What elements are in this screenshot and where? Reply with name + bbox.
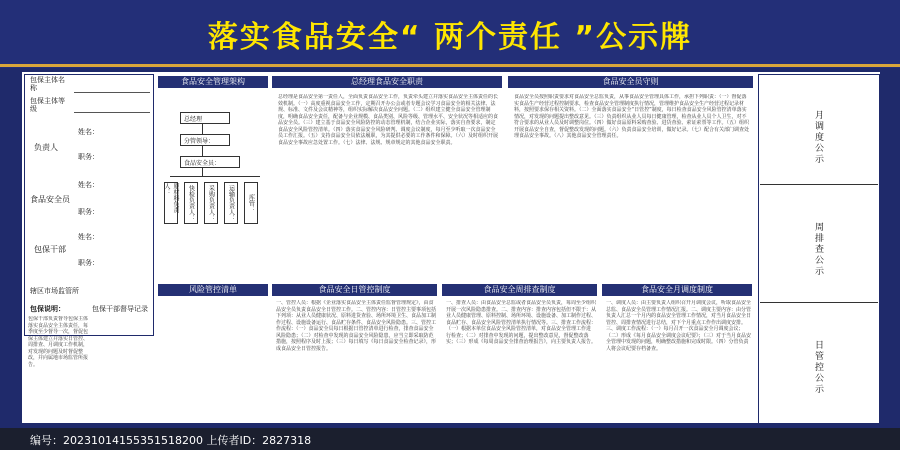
officer-duty-text: 食品安全员按照职责要求对食品安全总监负责，从事食品安全管理具体工作，承担下列职责：（一）督促落实食品生产经营过程控制要求，检查食品安全管理制度执行情况，管理维护食品安全生产经营过程记录材料，按照要求保存相关资料。（二）全面落实食品安全“日管控”制度，每日检查食品安全风险管控清单落实情况，对发现的问题提出整改意见。（三）负责组织从业人员每日健康管理，检查从业人员个人卫生，对不符合要求的从业人员及时调整岗位。（四）做好食品原料采购查验、进货查验、索证索票等工作。（五）组织开展食品安全自查，督促整改发现的问题。（六）负责食品安全培训，做好记录。（七）配合有关部门调查处理食品安全事故。（八）其他食品安全管理责任。 (514, 94, 750, 139)
section-header-risk-list: 风险管控清单 (158, 284, 268, 296)
row-label-subject-name: 包保主体名称 (30, 76, 65, 92)
record-label: 包保干部督导记录 (92, 305, 148, 313)
org-connector (170, 176, 260, 177)
org-mid: 分管领导： (180, 134, 230, 146)
section-header-weekly: 食品安全周排查制度 (442, 284, 597, 296)
name-label: 姓名： (78, 181, 99, 189)
org-leaf: 库管： (244, 182, 258, 224)
gm-duty-text: 总经理是食品安全第一责任人，全面负责食品安全工作，负责牵头建立并落实食品安全主体责任的长效机制。（一）高度重视食品安全工作，定期召开办公会或者专题会议学习食品安全的相关法律、法规、标准、文件及会议精神等，组织实际解决食品安全问题。（二）组织建立健全食品安全管理制度，明确食品安全责任，配备与企业规模、食品类别、风险等级、管理水平、安全状况等相适应的食品安全员。（三）建立基于食品安全风险防控的动态管理机制，结合企业实际，落实自查要求，制定食品安全风险管控清单。（四）落实食品安全风险研判、调度会议制度，每月至少听取一次食品安全员工作汇报。（五）支持食品安全员依法履职，为其提供必要的工作条件和保障。（六）及时组织开展食品安全事故应急处置工作。（七）法律、法规、规章规定的其他食品安全职责。 (278, 94, 498, 146)
weekly-text: 一、排查人员：由食品安全总监或者食品安全员负责，每周至少组织开展一次风险隐患排查。二、排查内容：排查内容包括但不限于：从业人员健康管理、原料控制、场所环境、设施设备、加工制作过程、食品贮存、食品安全风险管控清单执行情况等。三、排查工作流程：（一）根据本单位食品安全风险管控清单，对食品安全管理工作进行检查；（二）对排查中发现的问题，提出整改意见，督促整改落实；（三）形成《每周食品安全排查治理报告》，向主要负责人报告。 (446, 300, 596, 345)
duty-label: 职务： (78, 153, 99, 161)
name-label: 姓名： (78, 233, 99, 241)
row-label-responsible: 负责人 (34, 143, 58, 152)
input-line (74, 92, 150, 93)
org-top: 总经理 (180, 112, 230, 124)
section-header-monthly: 食品安全月调度制度 (602, 284, 752, 296)
input-line (74, 112, 150, 113)
org-connector (202, 168, 203, 176)
explain-text: 包保干部负责督导包保主体落实食品安全主体责任，每季度至少督导一次，督促包保主体建立并落实日管控、周排查、月调度工作机制，对发现的问题及时督促整改，并向属地市场监管所报告。 (28, 316, 89, 368)
section-header-daily: 食品安全日管控制度 (272, 284, 437, 296)
footer-text: 编号：20231014155351518200 上传者ID：2827318 (30, 434, 312, 447)
divider (0, 64, 900, 67)
divider (760, 184, 878, 185)
section-header-gm-duty: 总经理食品安全职责 (272, 76, 502, 88)
row-label-cadre: 包保干部 (34, 245, 66, 254)
duty-label: 职务： (78, 259, 99, 267)
weekly-notice-label: 周排查公示 (813, 222, 823, 277)
title-banner (0, 0, 900, 68)
org-leaf: 快检负责人： (184, 182, 198, 224)
org-leaf: 原材料负责人： (164, 182, 178, 224)
duty-label: 职务： (78, 208, 99, 216)
explain-label: 包保说明： (30, 305, 65, 313)
section-header-structure: 食品安全管理架构 (158, 76, 268, 88)
org-leaf: 运输负责人： (224, 182, 238, 224)
section-header-officer-duty: 食品安全员守则 (508, 76, 753, 88)
name-label: 姓名： (78, 128, 99, 136)
org-leaf: 采购负责人： (204, 182, 218, 224)
monthly-text: 一、调度人员：由主要负责人组织召开月调度会议，听取食品安全总监、食品安全员管理工作情况汇报。二、调度主要内容：由分管负责人汇总一个月内的食品安全管理工作情况，对当月食品安全日管控、周排查情况进行总结，对下个月重点工作作出调度安排。三、调度工作流程：（一）每月召开一次食品安全月调度会议；（二）形成《每月食品安全调度会议纪要》；（三）对于当月食品安全管理中发现的问题，明确整改措施和完成时限。（四）分管负责人将会议纪要存档备查。 (606, 300, 752, 352)
org-officer: 食品安全员： (180, 156, 240, 168)
row-label-safety-officer: 食品安全员 (30, 195, 70, 204)
org-connector (202, 146, 203, 156)
daily-text: 一、管控人员：根据《企业落实食品安全主体责任监督管理规定》，由食品安全员负责食品安全日管控工作。二、管控内容：日管控主要事项包括下列项：从业人员健康状况、原料进货查验、场所环境卫生、食品加工制作过程、设施设备运行、食品贮存条件、食品安全风险隐患。三、管控工作流程：（一）食品安全员每日根据日管控清单进行检查，排查食品安全风险隐患；（二）对检查中发现的食品安全风险隐患，应当立即采取防范措施，按照程序及时上报；（三）每日填写《每日食品安全检查记录》，形成食品安全日管控报告。 (276, 300, 436, 352)
left-panel (24, 74, 154, 336)
org-connector (202, 124, 203, 134)
footer-bar (0, 428, 900, 450)
daily-notice-label: 日管控公示 (813, 340, 823, 395)
row-label-subject-level: 包保主体等级 (30, 97, 65, 113)
notice-board (20, 70, 882, 425)
page-title: 落实食品安全“ 两个责任 ”公示牌 (207, 20, 693, 55)
divider (760, 302, 878, 303)
monthly-notice-label: 月调度公示 (813, 110, 823, 165)
row-label-market-office: 辖区市场监管所 (30, 287, 79, 295)
